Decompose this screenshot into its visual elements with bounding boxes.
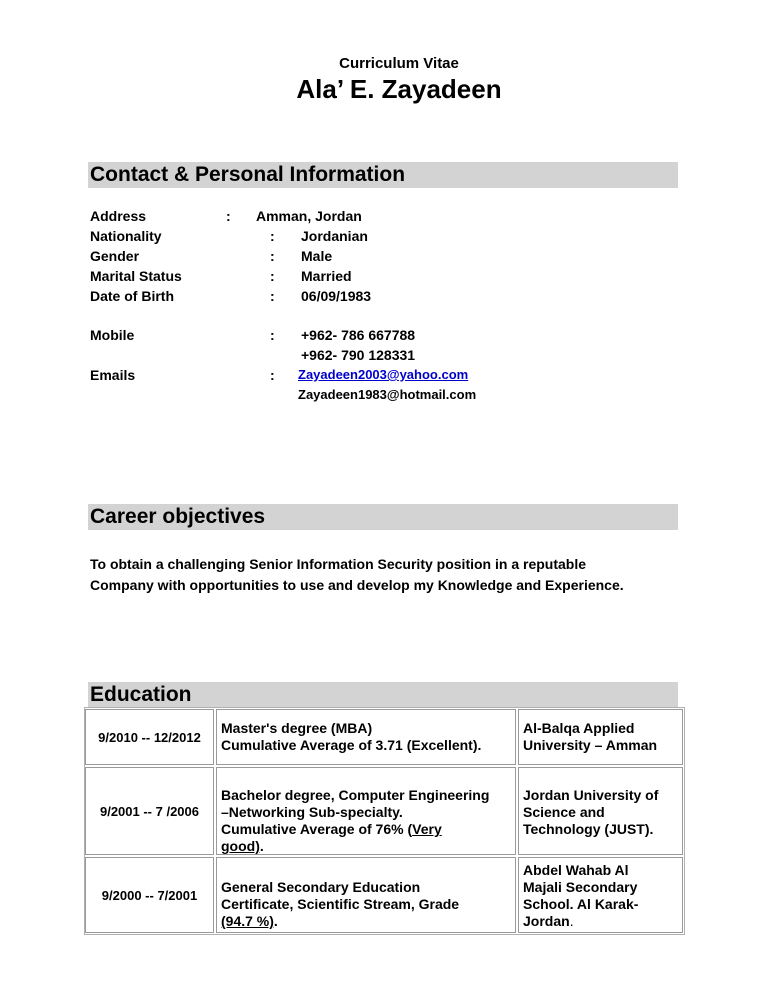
marital-status-value: Married xyxy=(301,268,352,284)
education-row-1-date: 9/2010 -- 12/2012 xyxy=(85,709,214,765)
education-row-2-degree-line: Bachelor degree, Computer Engineering xyxy=(221,787,490,803)
email-hotmail: Zayadeen1983@hotmail.com xyxy=(298,387,477,402)
gpa-text: Cumulative Average of 76% ( xyxy=(221,821,413,837)
gender-value: Male xyxy=(301,248,333,264)
education-row-2-institution-line: Technology (JUST). xyxy=(523,821,654,837)
education-row-1-degree-line: Master's degree (MBA) xyxy=(221,720,373,736)
gender-separator: : xyxy=(270,248,275,264)
gpa-grade-underlined: Very xyxy=(412,821,442,837)
education-row-3-degree-line: Certificate, Scientific Stream, Grade xyxy=(221,896,460,912)
education-row-3-date: 9/2000 -- 7/2001 xyxy=(85,857,214,933)
education-row-3-degree-line: General Secondary Education xyxy=(221,879,421,895)
emails-label: Emails xyxy=(90,367,136,383)
education-row-3-institution-line: School. Al Karak- xyxy=(523,896,639,912)
email-link-yahoo[interactable]: Zayadeen2003@yahoo.com xyxy=(298,367,469,382)
marital-status-label: Marital Status xyxy=(90,268,182,284)
education-row-1-degree-line: Cumulative Average of 3.71 (Excellent). xyxy=(221,737,482,753)
career-objective-text xyxy=(90,554,680,596)
address-separator: : xyxy=(226,208,231,224)
mobile-label: Mobile xyxy=(90,327,135,343)
grade-underlined: (94.7 %) xyxy=(221,913,274,929)
contact-section-heading: Contact & Personal Information xyxy=(88,162,678,188)
education-row-3-institution-line: Abdel Wahab Al xyxy=(523,862,629,878)
punctuation: . xyxy=(569,913,574,929)
career-section-heading: Career objectives xyxy=(88,504,678,530)
education-row-1-institution-line: Al-Balqa Applied xyxy=(523,720,635,736)
career-objective-line-1: To obtain a challenging Senior Information Security position in a reputable xyxy=(90,556,587,572)
education-row-3-institution xyxy=(518,857,683,933)
institution-city: Jordan xyxy=(523,913,570,929)
education-row-1-institution xyxy=(518,709,683,765)
education-row-3-degree-line xyxy=(221,913,515,930)
education-row-2-degree-line xyxy=(221,821,515,838)
date-of-birth-label: Date of Birth xyxy=(90,288,174,304)
punctuation: . xyxy=(273,913,278,929)
education-row-1-institution-line: University – Amman xyxy=(523,737,658,753)
education-row-3-institution-line xyxy=(523,913,682,930)
education-row-2-institution-line: Science and xyxy=(523,804,605,820)
mobile-number-1: +962- 786 667788 xyxy=(301,327,416,343)
mobile-separator: : xyxy=(270,327,275,343)
candidate-name: Ala’ E. Zayadeen xyxy=(296,74,502,104)
mobile-number-2: +962- 790 128331 xyxy=(301,347,416,363)
marital-status-separator: : xyxy=(270,268,275,284)
education-row-2-degree xyxy=(216,767,516,855)
education-section-heading: Education xyxy=(88,682,678,708)
education-row-3-institution-line: Majali Secondary xyxy=(523,879,638,895)
nationality-separator: : xyxy=(270,228,275,244)
document-label: Curriculum Vitae xyxy=(339,55,459,72)
address-value: Amman, Jordan xyxy=(256,208,362,224)
nationality-value: Jordanian xyxy=(301,228,368,244)
education-row-2-institution-line: Jordan University of xyxy=(523,787,659,803)
date-of-birth-value: 06/09/1983 xyxy=(301,288,372,304)
date-of-birth-separator: : xyxy=(270,288,275,304)
gender-label: Gender xyxy=(90,248,140,264)
punctuation: . xyxy=(259,838,264,854)
education-row-2-institution xyxy=(518,767,683,855)
gpa-grade-underlined: good) xyxy=(221,838,260,854)
career-objective-line-2: Company with opportunities to use and develop my Knowledge and Experience. xyxy=(90,577,624,593)
emails-separator: : xyxy=(270,367,275,383)
education-row-3-degree xyxy=(216,857,516,933)
education-row-1-degree xyxy=(216,709,516,765)
education-row-2-degree-line xyxy=(221,838,515,855)
education-row-2-date: 9/2001 -- 7 /2006 xyxy=(85,767,214,855)
education-row-2-degree-line: –Networking Sub-specialty. xyxy=(221,804,403,820)
nationality-label: Nationality xyxy=(90,228,162,244)
address-label: Address xyxy=(90,208,147,224)
